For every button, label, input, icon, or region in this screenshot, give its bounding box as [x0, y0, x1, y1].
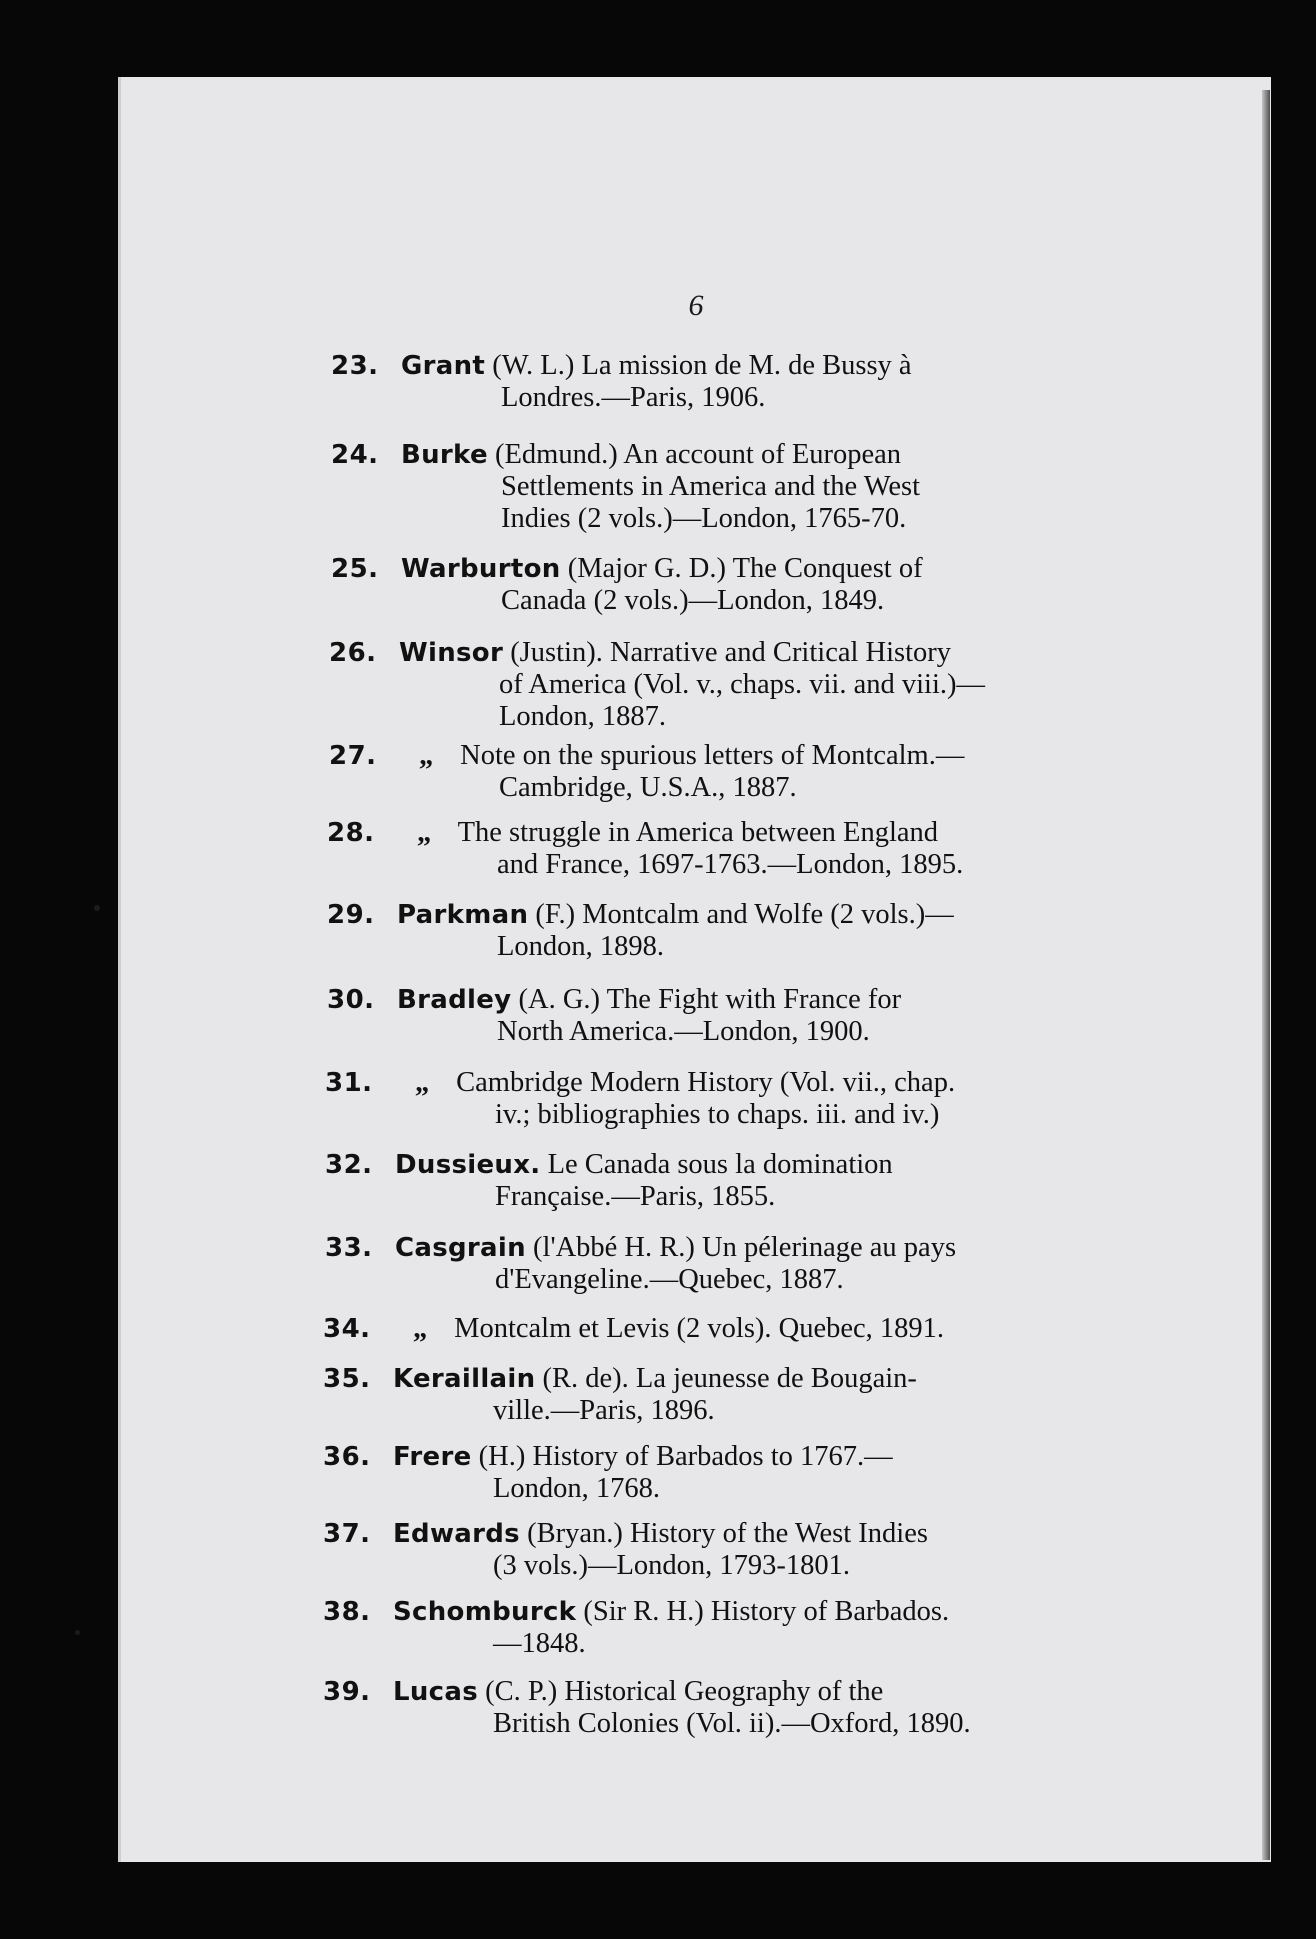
- scan-speck: [94, 905, 100, 911]
- entry-first-line: [393, 1313, 1043, 1345]
- entry-line-text: (Edmund.) An account of European: [495, 439, 902, 470]
- entry-line-text: Cambridge Modern History (Vol. vii., chap.: [456, 1067, 956, 1098]
- entry-author: Schomburck: [393, 1597, 577, 1627]
- entry-line-text: (F.) Montcalm and Wolfe (2 vols.)—: [535, 899, 954, 930]
- entry-continuation-line: [393, 1473, 1043, 1505]
- entry-first-line: [397, 899, 1047, 931]
- entry-text: [401, 350, 1051, 414]
- entry-text: [397, 899, 1047, 963]
- entry-author: Bradley: [397, 985, 512, 1015]
- entry-number: 26.: [329, 638, 377, 668]
- entry-line-text: (Sir R. H.) History of Barbados.: [583, 1596, 950, 1627]
- entry-line-text: (R. de). La jeunesse de Bougain-: [542, 1363, 917, 1394]
- entry-line-text: of America (Vol. v., chaps. vii. and viii.)—: [499, 669, 985, 700]
- entry-first-line: [401, 350, 1051, 382]
- entry-line-text: Indies (2 vols.)—London, 1765-70.: [501, 503, 907, 534]
- entry-line-text: Note on the spurious letters of Montcalm.—: [460, 740, 965, 771]
- ditto-mark: „: [419, 740, 434, 771]
- entry-line-text: (Bryan.) History of the West Indies: [527, 1518, 928, 1549]
- entry-author: Dussieux.: [395, 1150, 541, 1180]
- entry-text: [393, 1363, 1043, 1427]
- entry-number: 37.: [323, 1519, 371, 1549]
- entry-line-text: iv.; bibliographies to chaps. iii. and iv.): [495, 1099, 940, 1130]
- page-edge-shadow: [1262, 90, 1270, 1860]
- entry-line-text: The struggle in America between England: [457, 817, 939, 848]
- entry-line-text: British Colonies (Vol. ii).—Oxford, 1890.: [493, 1708, 971, 1739]
- entry-number: 38.: [323, 1597, 371, 1627]
- entry-continuation-line: [397, 931, 1047, 963]
- entry-line-text: and France, 1697-1763.—London, 1895.: [497, 849, 964, 880]
- entry-author: Grant: [401, 351, 486, 381]
- entry-author: Winsor: [399, 638, 504, 668]
- entry-continuation-line: [393, 1708, 1043, 1740]
- entry-author: Casgrain: [395, 1233, 526, 1263]
- entry-author: Edwards: [393, 1519, 520, 1549]
- entry-continuation-line: [399, 772, 1049, 804]
- entry-author: Frere: [393, 1442, 472, 1472]
- entry-first-line: [397, 984, 1047, 1016]
- entry-text: [401, 439, 1051, 535]
- entry-first-line: [401, 553, 1051, 585]
- entry-first-line: [393, 1596, 1043, 1628]
- entry-text: [393, 1441, 1043, 1505]
- entry-text: [399, 637, 1049, 733]
- entry-continuation-line: [395, 1181, 1045, 1213]
- entry-text: [397, 817, 1047, 881]
- page-number: 6: [688, 289, 704, 322]
- entry-line-text: North America.—London, 1900.: [497, 1016, 870, 1047]
- ditto-mark: „: [413, 1313, 428, 1344]
- entry-line-text: Canada (2 vols.)—London, 1849.: [501, 585, 885, 616]
- entry-line-text: d'Evangeline.—Quebec, 1887.: [495, 1264, 844, 1295]
- entry-number: 35.: [323, 1364, 371, 1394]
- entry-number: 29.: [327, 900, 375, 930]
- entry-number: 31.: [325, 1068, 373, 1098]
- entry-continuation-line: [393, 1550, 1043, 1582]
- entry-first-line: [395, 1232, 1045, 1264]
- entry-number: 27.: [329, 741, 377, 771]
- entry-number: 24.: [331, 440, 379, 470]
- entry-continuation-line: [395, 1099, 1045, 1131]
- entry-continuation-line: [399, 701, 1049, 733]
- entry-author: Parkman: [397, 900, 529, 930]
- entry-line-text: —1848.: [493, 1628, 586, 1659]
- entry-line-text: (A. G.) The Fight with France for: [518, 984, 902, 1015]
- entry-continuation-line: [397, 1016, 1047, 1048]
- entry-number: 28.: [327, 818, 375, 848]
- page-sheet: [118, 77, 1271, 1862]
- entry-continuation-line: [399, 669, 1049, 701]
- entry-text: [395, 1067, 1045, 1131]
- entry-line-text: London, 1768.: [493, 1473, 661, 1504]
- entry-text: [397, 984, 1047, 1048]
- entry-first-line: [393, 1441, 1043, 1473]
- entry-first-line: [395, 1067, 1045, 1099]
- entry-line-text: (Justin). Narrative and Critical History: [510, 637, 952, 668]
- entry-first-line: [393, 1676, 1043, 1708]
- bibliography-list: [121, 77, 1271, 1862]
- entry-continuation-line: [401, 471, 1051, 503]
- entry-author: Keraillain: [393, 1364, 536, 1394]
- entry-text: [395, 1149, 1045, 1213]
- entry-line-text: (H.) History of Barbados to 1767.—: [478, 1441, 893, 1472]
- entry-number: 39.: [323, 1677, 371, 1707]
- entry-number: 32.: [325, 1150, 373, 1180]
- entry-first-line: [395, 1149, 1045, 1181]
- entry-first-line: [397, 817, 1047, 849]
- entry-author: Lucas: [393, 1677, 479, 1707]
- entry-number: 36.: [323, 1442, 371, 1472]
- entry-continuation-line: [401, 503, 1051, 535]
- entry-text: [395, 1232, 1045, 1296]
- entry-text: [393, 1518, 1043, 1582]
- entry-first-line: [393, 1518, 1043, 1550]
- entry-text: [393, 1313, 1043, 1345]
- entry-first-line: [399, 637, 1049, 669]
- entry-line-text: (C. P.) Historical Geography of the: [485, 1676, 884, 1707]
- scan-speck: [75, 1630, 80, 1635]
- ditto-mark: „: [415, 1067, 430, 1098]
- entry-number: 25.: [331, 554, 379, 584]
- entry-line-text: Londres.—Paris, 1906.: [501, 382, 766, 413]
- ditto-mark: „: [417, 817, 432, 848]
- entry-number: 30.: [327, 985, 375, 1015]
- entry-number: 33.: [325, 1233, 373, 1263]
- entry-continuation-line: [401, 382, 1051, 414]
- entry-continuation-line: [401, 585, 1051, 617]
- entry-text: [399, 740, 1049, 804]
- entry-line-text: Le Canada sous la domination: [547, 1149, 893, 1180]
- entry-line-text: London, 1887.: [499, 701, 667, 732]
- entry-line-text: (Major G. D.) The Conquest of: [567, 553, 923, 584]
- entry-line-text: Française.—Paris, 1855.: [495, 1181, 776, 1212]
- entry-line-text: Cambridge, U.S.A., 1887.: [499, 772, 797, 803]
- entry-continuation-line: [395, 1264, 1045, 1296]
- entry-author: Burke: [401, 440, 488, 470]
- entry-line-text: Montcalm et Levis (2 vols). Quebec, 1891.: [454, 1313, 945, 1344]
- entry-text: [393, 1676, 1043, 1740]
- entry-continuation-line: [393, 1628, 1043, 1660]
- entry-line-text: (3 vols.)—London, 1793-1801.: [493, 1550, 851, 1581]
- entry-continuation-line: [397, 849, 1047, 881]
- entry-number: 34.: [323, 1314, 371, 1344]
- entry-first-line: [399, 740, 1049, 772]
- entry-line-text: (W. L.) La mission de M. de Bussy à: [492, 350, 912, 381]
- entry-text: [393, 1596, 1043, 1660]
- entry-number: 23.: [331, 351, 379, 381]
- entry-text: [401, 553, 1051, 617]
- entry-author: Warburton: [401, 554, 561, 584]
- entry-line-text: London, 1898.: [497, 931, 665, 962]
- entry-line-text: (l'Abbé H. R.) Un pélerinage au pays: [533, 1232, 957, 1263]
- entry-line-text: Settlements in America and the West: [501, 471, 921, 502]
- entry-continuation-line: [393, 1395, 1043, 1427]
- entry-first-line: [393, 1363, 1043, 1395]
- entry-first-line: [401, 439, 1051, 471]
- entry-line-text: ville.—Paris, 1896.: [493, 1395, 715, 1426]
